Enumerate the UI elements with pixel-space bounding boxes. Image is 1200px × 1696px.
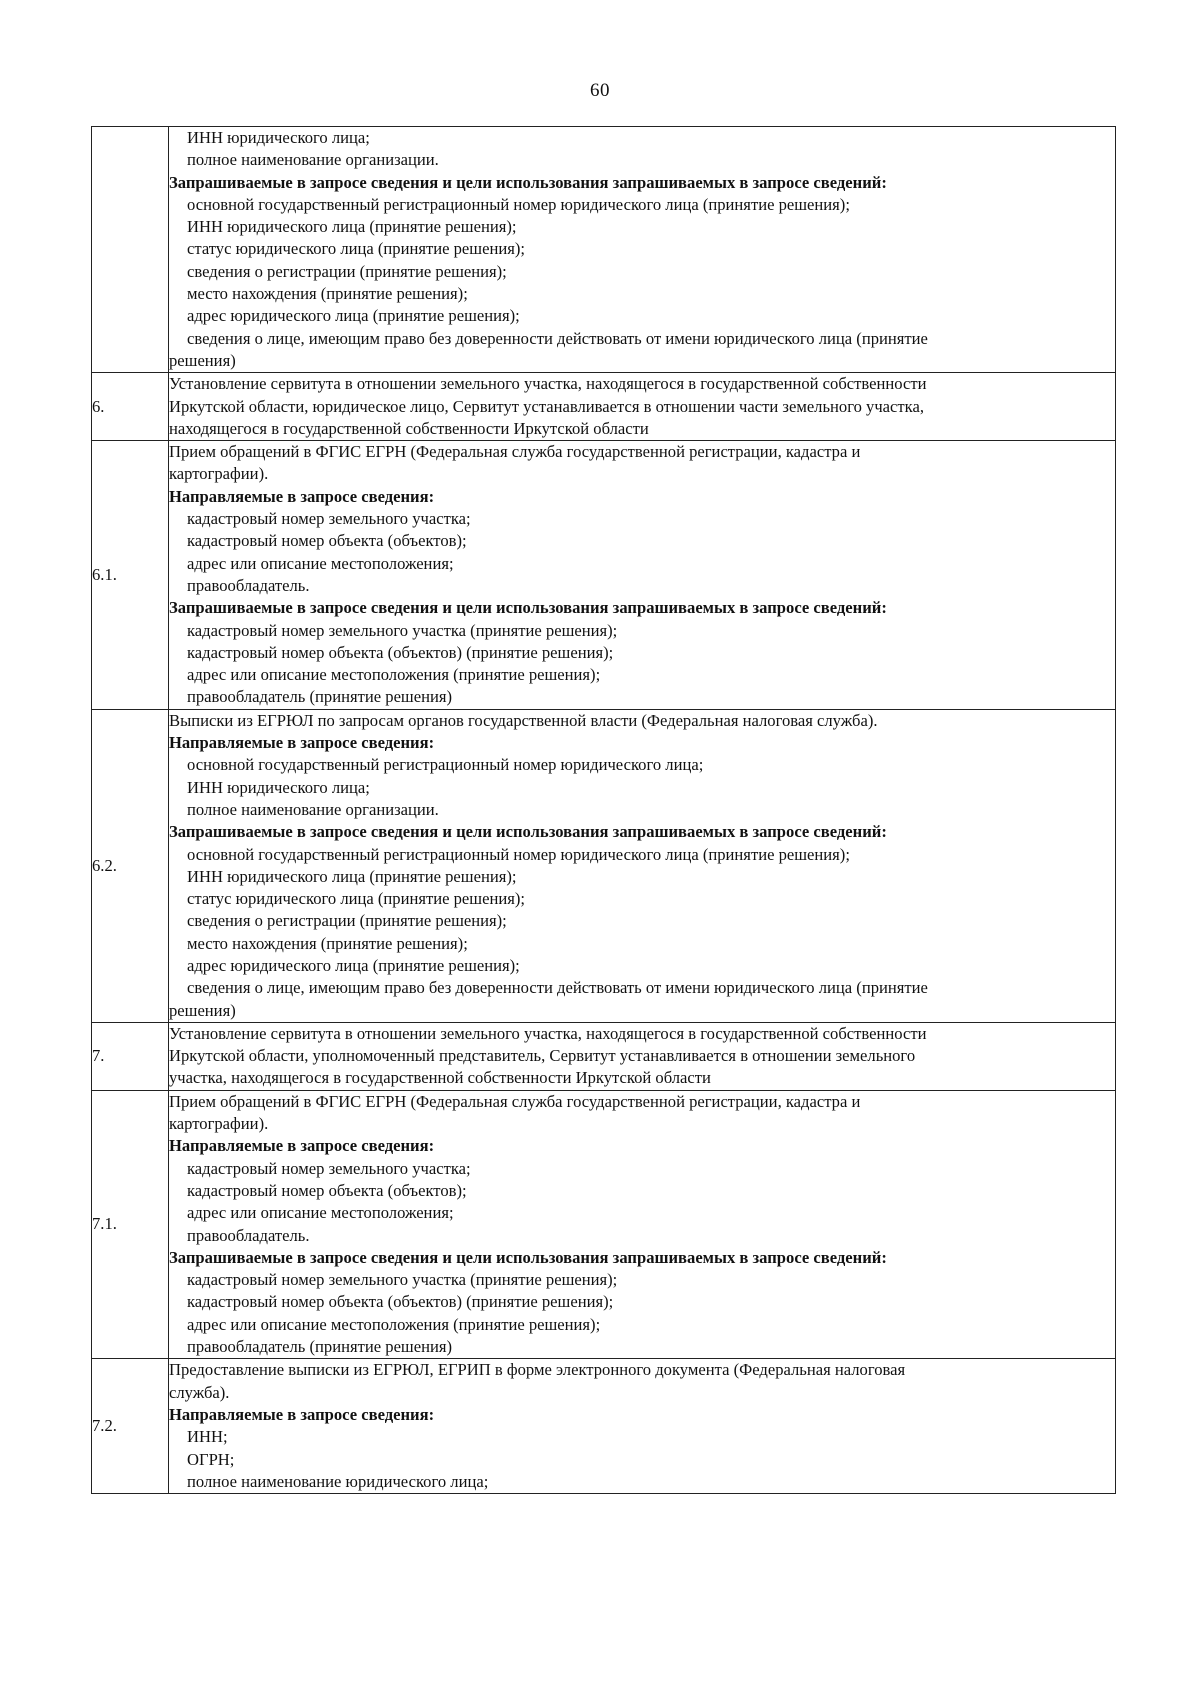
list-item: ИНН юридического лица; [187,128,370,147]
row-content [169,1359,1116,1494]
list-item: правообладатель (принятие решения) [187,1337,452,1357]
table-row [92,1090,1116,1359]
table-row [92,373,1116,441]
text-line: Прием обращений в ФГИС ЕГРН (Федеральная служба государственной регистрации, кадастра и [169,442,861,462]
list-item: основной государственный регистрационный номер юридического лица (принятие решения); [187,844,850,864]
text-line: находящегося в государственной собственности Иркутской области [169,418,649,438]
table-body [92,127,1116,1494]
row-number: 6.1. [92,441,169,710]
row-content [169,1090,1116,1359]
list-item: место нахождения (принятие решения); [187,933,468,953]
list-item: сведения о регистрации (принятие решения); [187,911,507,931]
row-content [169,1022,1116,1090]
row-content [169,127,1116,373]
list-item: адрес юридического лица (принятие решения); [187,955,520,975]
row-number: 6. [92,373,169,441]
text-line: Иркутской области, юридическое лицо, Сервитут устанавливается в отношении части земельного участка, [169,396,924,416]
list-item: основной государственный регистрационный номер юридического лица; [187,755,704,775]
text-line: участка, находящегося в государственной собственности Иркутской области [169,1068,711,1088]
table-row [92,127,1116,373]
text-line: Установление сервитута в отношении земельного участка, находящегося в государственной собственности [169,1023,927,1043]
list-item: полное наименование организации. [187,150,439,170]
row-content [169,441,1116,710]
text-line: Прием обращений в ФГИС ЕГРН (Федеральная служба государственной регистрации, кадастра и [169,1091,861,1111]
list-item: адрес или описание местоположения; [187,1203,454,1223]
row-content [169,373,1116,441]
list-item: статус юридического лица (принятие решения); [187,239,525,259]
row-number: 7.1. [92,1090,169,1359]
text-line: Иркутской области, уполномоченный представитель, Сервитут устанавливается в отношении земельного [169,1046,916,1066]
section-heading: Направляемые в запросе сведения: [169,1404,435,1424]
text-line: Предоставление выписки из ЕГРЮЛ, ЕГРИП в форме электронного документа (Федеральная налоговая [169,1360,906,1380]
text-line: картографии). [169,464,269,484]
text-line: Выписки из ЕГРЮЛ по запросам органов государственной власти (Федеральная налоговая служба). [169,710,878,730]
table-row [92,1359,1116,1494]
list-item: кадастровый номер объекта (объектов); [187,1180,467,1200]
list-item: кадастровый номер объекта (объектов); [187,531,467,551]
section-heading: Запрашиваемые в запросе сведения и цели использования запрашиваемых в запросе сведений: [169,822,887,842]
row-number: 6.2. [92,709,169,1022]
text-line: решения) [169,1000,236,1020]
row-number [92,127,169,373]
list-item: ИНН юридического лица (принятие решения); [187,866,517,886]
list-item: ОГРН; [187,1449,235,1469]
list-item: кадастровый номер земельного участка; [187,509,471,529]
list-item: полное наименование организации. [187,799,439,819]
text-line: картографии). [169,1114,269,1134]
list-item: правообладатель. [187,1225,310,1245]
table-row [92,441,1116,710]
list-item: ИНН юридического лица; [187,777,370,797]
section-heading: Направляемые в запросе сведения: [169,1136,435,1156]
list-item: ИНН юридического лица (принятие решения); [187,217,517,237]
section-heading: Направляемые в запросе сведения: [169,733,435,753]
table-row [92,709,1116,1022]
row-content [169,709,1116,1022]
list-item: ИНН; [187,1427,228,1447]
text-line: решения) [169,350,236,370]
text-line: служба). [169,1382,230,1402]
list-item: кадастровый номер земельного участка; [187,1158,471,1178]
list-item: адрес или описание местоположения; [187,553,454,573]
list-item: сведения о лице, имеющим право без доверенности действовать от имени юридического лица (принятие [187,978,928,998]
list-item: адрес юридического лица (принятие решения); [187,306,520,326]
list-item: сведения о лице, имеющим право без доверенности действовать от имени юридического лица (принятие [187,328,928,348]
section-heading: Направляемые в запросе сведения: [169,486,435,506]
list-item: кадастровый номер объекта (объектов) (принятие решения); [187,642,614,662]
list-item: кадастровый номер объекта (объектов) (принятие решения); [187,1292,614,1312]
list-item: статус юридического лица (принятие решения); [187,889,525,909]
list-item: основной государственный регистрационный номер юридического лица (принятие решения); [187,194,850,214]
list-item: место нахождения (принятие решения); [187,284,468,304]
section-heading: Запрашиваемые в запросе сведения и цели использования запрашиваемых в запросе сведений: [169,598,887,618]
section-heading: Запрашиваемые в запросе сведения и цели использования запрашиваемых в запросе сведений: [169,172,887,192]
section-heading: Запрашиваемые в запросе сведения и цели использования запрашиваемых в запросе сведений: [169,1247,887,1267]
table-row [92,1022,1116,1090]
row-number: 7. [92,1022,169,1090]
list-item: кадастровый номер земельного участка (принятие решения); [187,1270,618,1290]
list-item: кадастровый номер земельного участка (принятие решения); [187,620,618,640]
page-number: 60 [590,80,610,101]
list-item: полное наименование юридического лица; [187,1471,489,1491]
list-item: адрес или описание местоположения (принятие решения); [187,1314,601,1334]
list-item: сведения о регистрации (принятие решения); [187,261,507,281]
list-item: правообладатель. [187,575,310,595]
text-line: Установление сервитута в отношении земельного участка, находящегося в государственной собственности [169,374,927,394]
list-item: правообладатель (принятие решения) [187,687,452,707]
row-number: 7.2. [92,1359,169,1494]
services-table [91,126,1116,1494]
list-item: адрес или описание местоположения (принятие решения); [187,665,601,685]
